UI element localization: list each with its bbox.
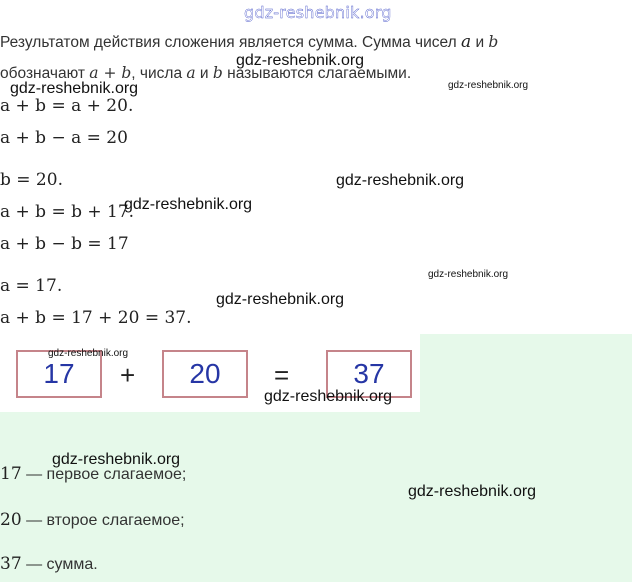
var-a: a	[186, 64, 196, 82]
list-text: — первое слагаемое;	[21, 466, 187, 483]
intro-line-2-text-2: , числа	[131, 65, 187, 82]
watermark: gdz-reshebnik.org	[10, 80, 139, 97]
list-number: 37	[0, 554, 22, 574]
top-watermark: gdz-reshebnik.org	[244, 3, 392, 22]
equation-6: a = 17.	[0, 276, 63, 296]
equation-7: a + b = 17 + 20 = 37.	[0, 308, 192, 328]
watermark: gdz-reshebnik.org	[264, 388, 393, 405]
addend-2-box: 20	[162, 350, 248, 398]
sum-expression: a + b	[89, 64, 132, 82]
intro-and: и	[471, 34, 489, 51]
addend-1-box: 17	[16, 350, 102, 398]
equals-sign: =	[274, 360, 290, 390]
watermark: gdz-reshebnik.org	[408, 483, 537, 500]
watermark: gdz-reshebnik.org	[336, 172, 465, 189]
green-background-right	[420, 334, 632, 582]
equation-2: a + b − a = 20	[0, 128, 128, 148]
watermark: gdz-reshebnik.org	[52, 451, 181, 468]
equation-3: b = 20.	[0, 170, 63, 190]
sum-box: 37	[326, 350, 412, 398]
watermark: gdz-reshebnik.org	[124, 196, 253, 213]
watermark: gdz-reshebnik.org	[216, 291, 345, 308]
list-number: 20	[0, 510, 22, 530]
watermark: gdz-reshebnik.org	[48, 348, 129, 359]
intro-line-1	[0, 32, 498, 52]
plus-sign: +	[120, 360, 136, 390]
intro-line-2-text-3: называются слагаемыми.	[222, 65, 412, 82]
watermark: gdz-reshebnik.org	[428, 269, 509, 280]
equation-1: a + b = a + 20.	[0, 96, 134, 116]
list-text: — второе слагаемое;	[21, 512, 185, 529]
intro-line-1-text: Результатом действия сложения является сумма. Сумма чисел	[0, 34, 461, 51]
intro-and: и	[195, 65, 213, 82]
equation-4: a + b = b + 17.	[0, 202, 135, 222]
var-b: b	[212, 64, 223, 82]
list-text: — сумма.	[21, 556, 98, 573]
watermark: gdz-reshebnik.org	[448, 80, 529, 91]
list-item	[0, 554, 98, 574]
intro-line-2-text: обозначают	[0, 65, 90, 82]
list-item	[0, 510, 185, 530]
var-a: a	[461, 32, 472, 52]
equation-5: a + b − b = 17	[0, 234, 129, 254]
var-b: b	[488, 33, 499, 51]
watermark: gdz-reshebnik.org	[236, 52, 365, 69]
list-number: 17	[0, 464, 22, 484]
